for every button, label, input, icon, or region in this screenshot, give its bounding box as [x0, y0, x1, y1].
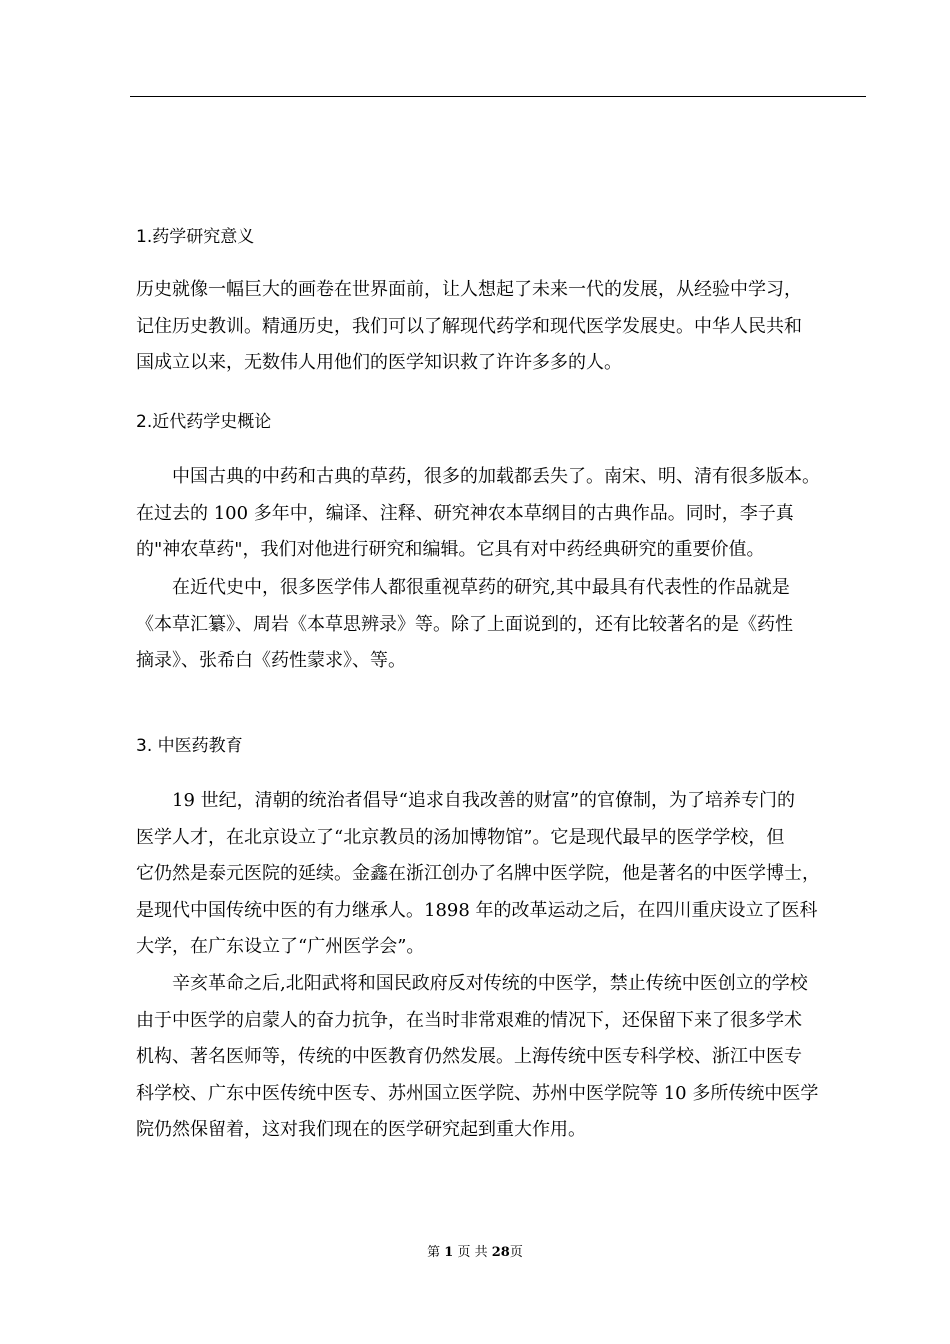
text-line: 《本草汇纂》、周岩《本草思辨录》等。除了上面说到的，还有比较著名的是《药性 [136, 613, 793, 635]
text-line: 摘录》、张希白《药性蒙求》、等。 [136, 650, 406, 671]
text-line: 在过去的 100 多年中，编译、注释、研究神农本草纲目的古典作品。同时，李子真 [136, 502, 794, 524]
footer-middle: 页 共 [457, 1245, 488, 1260]
text-line: 19 世纪，清朝的统治者倡导“追求自我改善的财富”的官僚制，为了培养专门的 [136, 790, 796, 811]
text-line: 辛亥革命之后,北阳武将和国民政府反对传统的中医学，禁止传统中医创立的学校 [136, 973, 808, 994]
section-heading-1: 1.药学研究意义 [136, 227, 255, 247]
footer-total-pages: 28 [491, 1245, 510, 1260]
text-line: 大学，在广东设立了“广州医学会”。 [136, 936, 425, 957]
text-line: 科学校、广东中医传统中医专、苏州国立医学院、苏州中医学院等 10 多所传统中医学 [136, 1082, 819, 1104]
text-line: 中国古典的中药和古典的草药，很多的加载都丢失了。南宋、明、清有很多版本。 [136, 466, 820, 487]
text-line: 医学人才，在北京设立了“北京教员的汤加博物馆”。它是现代最早的医学学校，但 [136, 826, 785, 848]
footer-suffix: 页 [509, 1245, 523, 1260]
text-line: 国成立以来，无数伟人用他们的医学知识救了许许多多的人。 [136, 352, 622, 373]
page-footer [0, 1244, 950, 1262]
section-1-paragraph-1 [136, 272, 866, 382]
header-rule [130, 96, 866, 97]
section-heading-2: 2.近代药学史概论 [136, 412, 272, 432]
text-line: 院仍然保留着，这对我们现在的医学研究起到重大作用。 [136, 1119, 586, 1140]
text-line: 的"神农草药"，我们对他进行研究和编辑。它具有对中药经典研究的重要价值。 [136, 539, 765, 560]
text-line: 由于中医学的启蒙人的奋力抗争，在当时非常艰难的情况下，还保留下来了很多学术 [136, 1009, 802, 1031]
section-3-paragraph-2 [136, 966, 866, 1149]
text-line: 是现代中国传统中医的有力继承人。1898 年的改革运动之后，在四川重庆设立了医科 [136, 899, 818, 921]
section-3-paragraph-1 [136, 783, 866, 966]
section-2-paragraph-1 [136, 459, 866, 569]
section-heading-3: 3. 中医药教育 [136, 736, 243, 756]
text-line: 记住历史教训。精通历史，我们可以了解现代药学和现代医学发展史。中华人民共和 [136, 315, 802, 337]
footer-page-number: 1 [444, 1245, 454, 1260]
text-line: 它仍然是泰元医院的延续。金鑫在浙江创办了名牌中医学院，他是著名的中医学博士， [136, 863, 820, 884]
footer-prefix: 第 [427, 1245, 441, 1260]
section-2-paragraph-2 [136, 570, 866, 680]
text-line: 历史就像一幅巨大的画卷在世界面前，让人想起了未来一代的发展，从经验中学习， [136, 279, 802, 300]
text-line: 机构、著名医师等，传统的中医教育仍然发展。上海传统中医专科学校、浙江中医专 [136, 1046, 802, 1067]
text-line: 在近代史中，很多医学伟人都很重视草药的研究,其中最具有代表性的作品就是 [136, 577, 790, 598]
